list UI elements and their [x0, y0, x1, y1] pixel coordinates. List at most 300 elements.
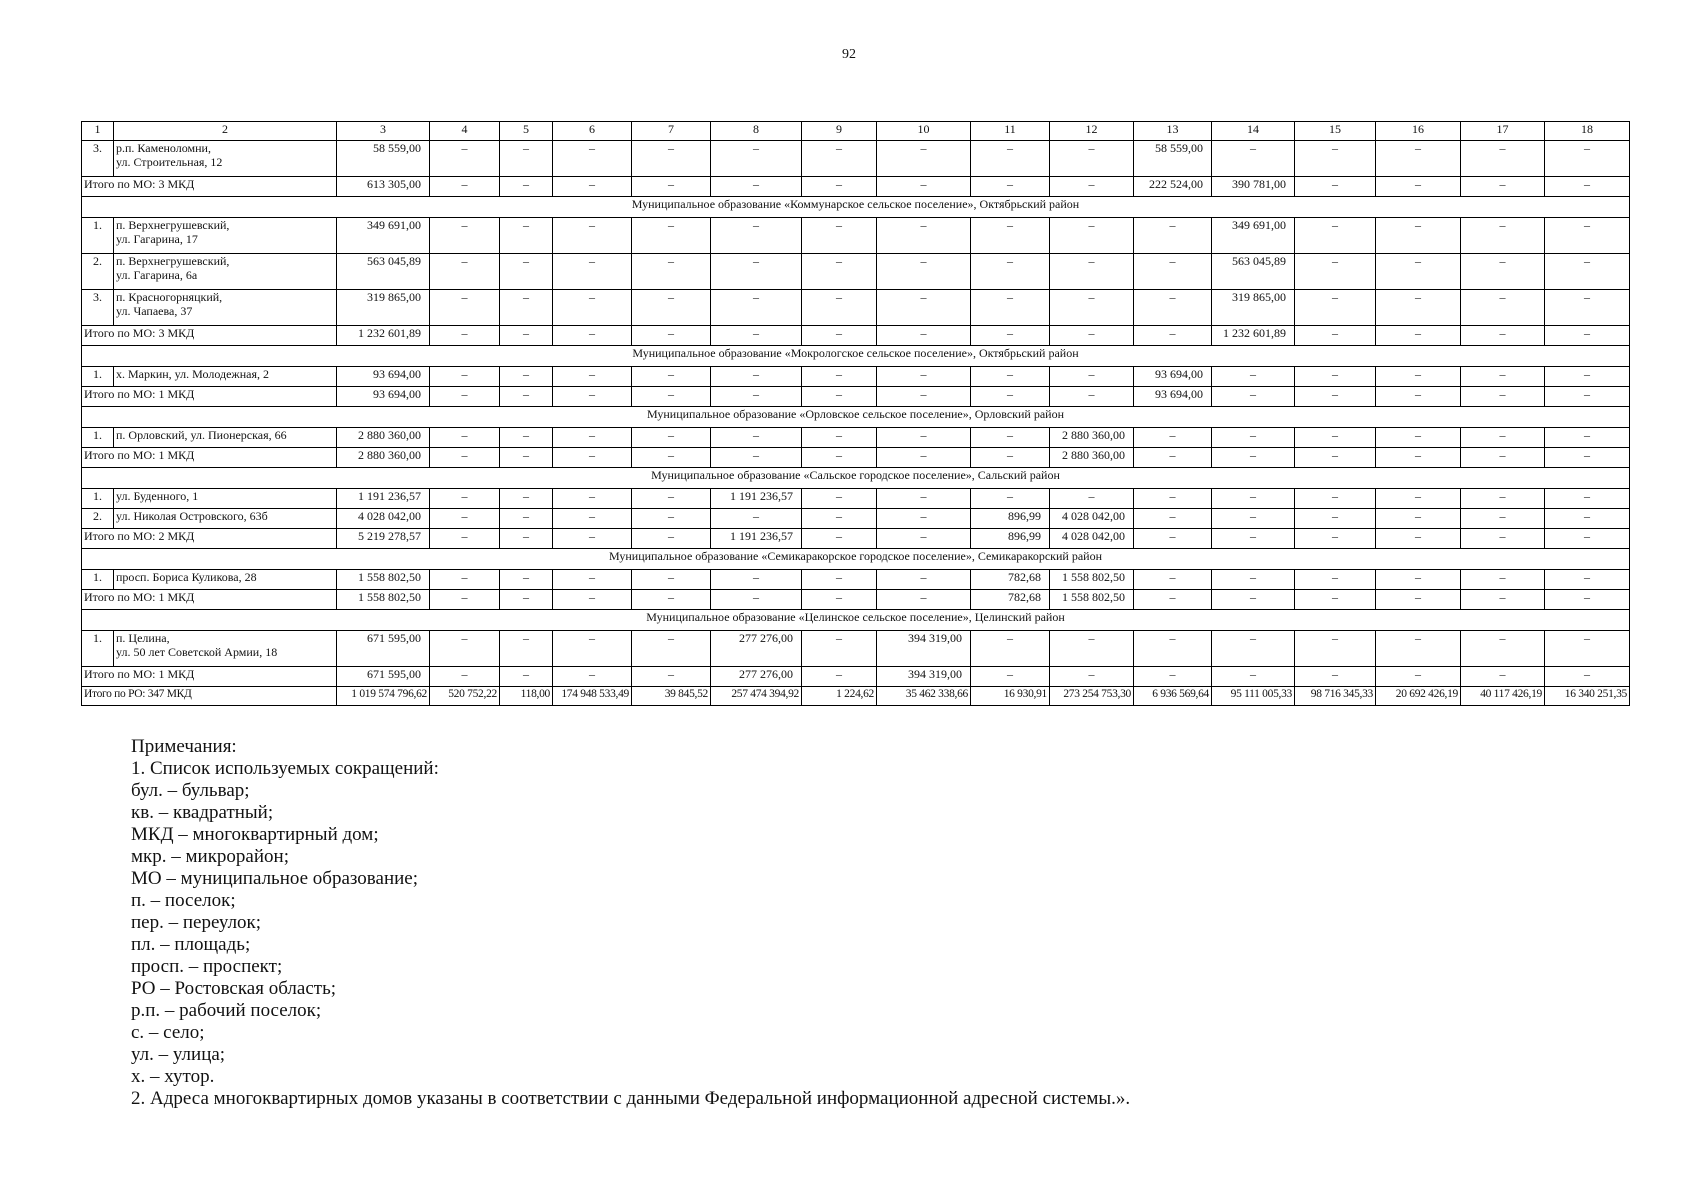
value-cell: – [632, 326, 711, 346]
value-cell: – [1212, 387, 1295, 407]
column-header: 11 [971, 122, 1050, 141]
value-cell: 319 865,00 [337, 290, 430, 326]
value-cell: 563 045,89 [1212, 254, 1295, 290]
value-cell: – [1050, 667, 1134, 687]
value-cell: – [1461, 367, 1545, 387]
total-label: Итого по МО: 3 МКД [82, 326, 337, 346]
value-cell: – [1295, 428, 1376, 448]
value-cell: – [1545, 254, 1630, 290]
value-cell: – [500, 367, 553, 387]
value-cell: – [1376, 529, 1461, 549]
value-cell: – [1050, 141, 1134, 177]
value-cell: 277 276,00 [711, 667, 802, 687]
value-cell: – [1376, 667, 1461, 687]
value-cell: – [1376, 141, 1461, 177]
value-cell: 394 319,00 [877, 667, 971, 687]
column-header: 7 [632, 122, 711, 141]
value-cell: – [711, 254, 802, 290]
value-cell: 390 781,00 [1212, 177, 1295, 197]
table-row [82, 428, 1630, 448]
value-cell: – [1134, 489, 1212, 509]
value-cell: 782,68 [971, 590, 1050, 610]
value-cell: – [1212, 448, 1295, 468]
value-cell: – [802, 590, 877, 610]
value-cell: – [1545, 570, 1630, 590]
value-cell: 1 019 574 796,62 [337, 687, 430, 706]
value-cell: 174 948 533,49 [553, 687, 632, 706]
value-cell: – [1134, 529, 1212, 549]
value-cell: – [802, 326, 877, 346]
value-cell: – [877, 570, 971, 590]
row-number: 1. [82, 631, 114, 667]
note-line: Примечания: [131, 736, 237, 757]
column-header: 18 [1545, 122, 1630, 141]
value-cell: – [1134, 428, 1212, 448]
value-cell: – [553, 631, 632, 667]
total-label: Итого по РО: 347 МКД [82, 687, 337, 706]
value-cell: – [632, 177, 711, 197]
value-cell: – [877, 290, 971, 326]
note-line: пер. – переулок; [131, 912, 262, 933]
subtotal-row [82, 177, 1630, 197]
value-cell: – [632, 290, 711, 326]
value-cell: 93 694,00 [1134, 387, 1212, 407]
value-cell: – [1545, 387, 1630, 407]
value-cell: – [1461, 218, 1545, 254]
value-cell: – [1295, 387, 1376, 407]
value-cell: – [1134, 448, 1212, 468]
value-cell: – [1461, 290, 1545, 326]
value-cell: – [553, 529, 632, 549]
table-body [82, 122, 1630, 706]
value-cell: – [1134, 254, 1212, 290]
value-cell: – [877, 141, 971, 177]
note-line: х. – хутор. [131, 1066, 215, 1087]
value-cell: – [802, 254, 877, 290]
value-cell: – [632, 509, 711, 529]
total-label: Итого по МО: 1 МКД [82, 387, 337, 407]
value-cell: 257 474 394,92 [711, 687, 802, 706]
value-cell: – [632, 570, 711, 590]
value-cell: – [711, 290, 802, 326]
value-cell: – [877, 326, 971, 346]
group-heading: Муниципальное образование «Целинское сельское поселение», Целинский район [82, 610, 1630, 631]
value-cell: 6 936 569,64 [1134, 687, 1212, 706]
value-cell: – [1212, 590, 1295, 610]
value-cell: – [1295, 590, 1376, 610]
value-cell: – [877, 218, 971, 254]
value-cell: – [802, 529, 877, 549]
value-cell: 1 191 236,57 [711, 489, 802, 509]
value-cell: – [553, 177, 632, 197]
note-line: кв. – квадратный; [131, 802, 274, 823]
column-header: 12 [1050, 122, 1134, 141]
value-cell: 349 691,00 [337, 218, 430, 254]
value-cell: – [802, 387, 877, 407]
value-cell: – [1376, 254, 1461, 290]
value-cell: – [1050, 218, 1134, 254]
subtotal-row [82, 667, 1630, 687]
value-cell: – [711, 590, 802, 610]
address-cell: п. Верхнегрушевский, ул. Гагарина, 6а [114, 254, 337, 290]
group-heading: Муниципальное образование «Семикаракорское городское поселение», Семикаракорский район [82, 549, 1630, 570]
value-cell: – [500, 387, 553, 407]
value-cell: – [1212, 428, 1295, 448]
subtotal-row [82, 387, 1630, 407]
address-cell: просп. Бориса Куликова, 28 [114, 570, 337, 590]
value-cell: – [1050, 290, 1134, 326]
value-cell: – [553, 590, 632, 610]
value-cell: – [1545, 141, 1630, 177]
value-cell: – [802, 367, 877, 387]
note-line: мкр. – микрорайон; [131, 846, 289, 867]
value-cell: – [1545, 489, 1630, 509]
value-cell: 58 559,00 [1134, 141, 1212, 177]
value-cell: – [877, 529, 971, 549]
value-cell: – [1295, 177, 1376, 197]
address-cell: х. Маркин, ул. Молодежная, 2 [114, 367, 337, 387]
value-cell: – [1461, 667, 1545, 687]
value-cell: – [553, 141, 632, 177]
value-cell: – [553, 218, 632, 254]
value-cell: 118,00 [500, 687, 553, 706]
value-cell: – [802, 218, 877, 254]
value-cell: – [500, 529, 553, 549]
total-label: Итого по МО: 1 МКД [82, 448, 337, 468]
column-header: 3 [337, 122, 430, 141]
value-cell: – [711, 509, 802, 529]
value-cell: 896,99 [971, 529, 1050, 549]
address-cell: п. Целина, ул. 50 лет Советской Армии, 18 [114, 631, 337, 667]
value-cell: – [553, 570, 632, 590]
value-cell: – [971, 177, 1050, 197]
value-cell: – [971, 367, 1050, 387]
column-header: 13 [1134, 122, 1212, 141]
value-cell: – [430, 177, 500, 197]
group-row [82, 610, 1630, 631]
value-cell: – [632, 590, 711, 610]
column-header: 9 [802, 122, 877, 141]
value-cell: – [632, 254, 711, 290]
value-cell: – [430, 428, 500, 448]
group-heading: Муниципальное образование «Орловское сельское поселение», Орловский район [82, 407, 1630, 428]
note-line: пл. – площадь; [131, 934, 251, 955]
table-row [82, 290, 1630, 326]
value-cell: – [1376, 590, 1461, 610]
address-cell: п. Орловский, ул. Пионерская, 66 [114, 428, 337, 448]
note-line: ул. – улица; [131, 1044, 226, 1065]
value-cell: – [430, 326, 500, 346]
value-cell: – [1461, 570, 1545, 590]
value-cell: – [430, 218, 500, 254]
value-cell: 93 694,00 [337, 367, 430, 387]
value-cell: – [1461, 254, 1545, 290]
value-cell: – [802, 177, 877, 197]
value-cell: – [1050, 326, 1134, 346]
row-number: 1. [82, 367, 114, 387]
value-cell: – [500, 590, 553, 610]
value-cell: – [1461, 141, 1545, 177]
value-cell: – [877, 387, 971, 407]
value-cell: – [877, 448, 971, 468]
row-number: 1. [82, 489, 114, 509]
value-cell: – [1050, 631, 1134, 667]
value-cell: – [1545, 428, 1630, 448]
note-line: просп. – проспект; [131, 956, 283, 977]
column-header: 1 [82, 122, 114, 141]
value-cell: 563 045,89 [337, 254, 430, 290]
value-cell: – [553, 509, 632, 529]
value-cell: 1 558 802,50 [337, 590, 430, 610]
value-cell: – [430, 570, 500, 590]
value-cell: 671 595,00 [337, 631, 430, 667]
value-cell: – [1545, 367, 1630, 387]
value-cell: – [711, 367, 802, 387]
value-cell: – [711, 141, 802, 177]
value-cell: – [802, 570, 877, 590]
value-cell: – [553, 489, 632, 509]
value-cell: – [1212, 631, 1295, 667]
column-header: 2 [114, 122, 337, 141]
total-label: Итого по МО: 1 МКД [82, 667, 337, 687]
value-cell: – [500, 631, 553, 667]
value-cell: – [1376, 218, 1461, 254]
value-cell: – [1376, 326, 1461, 346]
value-cell: – [1461, 448, 1545, 468]
value-cell: 58 559,00 [337, 141, 430, 177]
value-cell: 222 524,00 [1134, 177, 1212, 197]
value-cell: – [802, 509, 877, 529]
table-row [82, 489, 1630, 509]
value-cell: 671 595,00 [337, 667, 430, 687]
value-cell: – [802, 667, 877, 687]
value-cell: – [500, 177, 553, 197]
value-cell: – [1461, 489, 1545, 509]
value-cell: – [971, 489, 1050, 509]
address-cell: п. Верхнегрушевский, ул. Гагарина, 17 [114, 218, 337, 254]
value-cell: – [500, 218, 553, 254]
value-cell: – [1134, 631, 1212, 667]
value-cell: 1 232 601,89 [1212, 326, 1295, 346]
note-line: п. – поселок; [131, 890, 236, 911]
value-cell: – [877, 489, 971, 509]
value-cell: – [1376, 387, 1461, 407]
value-cell: – [500, 509, 553, 529]
value-cell: – [553, 367, 632, 387]
value-cell: – [711, 218, 802, 254]
table-row [82, 254, 1630, 290]
value-cell: 35 462 338,66 [877, 687, 971, 706]
column-header: 4 [430, 122, 500, 141]
value-cell: – [1212, 489, 1295, 509]
value-cell: – [971, 631, 1050, 667]
table-row [82, 218, 1630, 254]
value-cell: – [1461, 387, 1545, 407]
value-cell: – [1376, 367, 1461, 387]
value-cell: – [711, 428, 802, 448]
value-cell: – [1461, 590, 1545, 610]
value-cell: – [1212, 141, 1295, 177]
table-row [82, 141, 1630, 177]
value-cell: – [1545, 590, 1630, 610]
grand-total-row [82, 687, 1630, 706]
note-line: МО – муниципальное образование; [131, 868, 419, 889]
value-cell: 95 111 005,33 [1212, 687, 1295, 706]
value-cell: – [1212, 667, 1295, 687]
value-cell: – [877, 509, 971, 529]
value-cell: – [1376, 177, 1461, 197]
table-row [82, 631, 1630, 667]
value-cell: 20 692 426,19 [1376, 687, 1461, 706]
value-cell: – [877, 367, 971, 387]
value-cell: – [553, 387, 632, 407]
value-cell: 394 319,00 [877, 631, 971, 667]
value-cell: – [1212, 509, 1295, 529]
value-cell: – [971, 387, 1050, 407]
column-header: 6 [553, 122, 632, 141]
value-cell: – [1050, 177, 1134, 197]
value-cell: 349 691,00 [1212, 218, 1295, 254]
value-cell: – [877, 177, 971, 197]
value-cell: 16 930,91 [971, 687, 1050, 706]
value-cell: 782,68 [971, 570, 1050, 590]
value-cell: – [553, 290, 632, 326]
value-cell: 1 558 802,50 [1050, 590, 1134, 610]
value-cell: – [1295, 631, 1376, 667]
row-number: 1. [82, 218, 114, 254]
value-cell: – [430, 489, 500, 509]
value-cell: 4 028 042,00 [337, 509, 430, 529]
group-row [82, 549, 1630, 570]
value-cell: 4 028 042,00 [1050, 509, 1134, 529]
value-cell: – [971, 448, 1050, 468]
page-number: 92 [842, 47, 856, 62]
total-label: Итого по МО: 3 МКД [82, 177, 337, 197]
value-cell: 1 558 802,50 [337, 570, 430, 590]
value-cell: – [802, 428, 877, 448]
group-row [82, 407, 1630, 428]
value-cell: – [1134, 509, 1212, 529]
value-cell: – [1295, 448, 1376, 468]
address-cell: ул. Николая Островского, 63б [114, 509, 337, 529]
value-cell: – [500, 667, 553, 687]
note-line: р.п. – рабочий поселок; [131, 1000, 322, 1021]
value-cell: 39 845,52 [632, 687, 711, 706]
value-cell: – [1295, 489, 1376, 509]
value-cell: – [1295, 254, 1376, 290]
value-cell: – [1376, 489, 1461, 509]
value-cell: – [1376, 509, 1461, 529]
column-header: 5 [500, 122, 553, 141]
value-cell: – [711, 448, 802, 468]
value-cell: – [1050, 387, 1134, 407]
total-label: Итого по МО: 2 МКД [82, 529, 337, 549]
value-cell: 1 224,62 [802, 687, 877, 706]
value-cell: – [971, 141, 1050, 177]
value-cell: – [500, 448, 553, 468]
value-cell: 613 305,00 [337, 177, 430, 197]
value-cell: – [1295, 218, 1376, 254]
value-cell: – [1295, 667, 1376, 687]
value-cell: – [500, 489, 553, 509]
value-cell: – [632, 529, 711, 549]
value-cell: 40 117 426,19 [1461, 687, 1545, 706]
value-cell: – [1376, 428, 1461, 448]
value-cell: – [1376, 631, 1461, 667]
value-cell: – [553, 326, 632, 346]
value-cell: – [1461, 529, 1545, 549]
value-cell: – [1212, 367, 1295, 387]
value-cell: – [430, 448, 500, 468]
address-cell: ул. Буденного, 1 [114, 489, 337, 509]
value-cell: 4 028 042,00 [1050, 529, 1134, 549]
value-cell: – [632, 428, 711, 448]
group-heading: Муниципальное образование «Коммунарское сельское поселение», Октябрьский район [82, 197, 1630, 218]
value-cell: – [500, 290, 553, 326]
value-cell: – [632, 367, 711, 387]
value-cell: – [1134, 667, 1212, 687]
column-header: 14 [1212, 122, 1295, 141]
value-cell: – [1295, 326, 1376, 346]
value-cell: – [632, 141, 711, 177]
value-cell: – [632, 218, 711, 254]
value-cell: – [802, 290, 877, 326]
value-cell: – [1461, 326, 1545, 346]
value-cell: 2 880 360,00 [337, 428, 430, 448]
value-cell: – [1134, 326, 1212, 346]
column-header: 8 [711, 122, 802, 141]
address-cell: п. Красногорняцкий, ул. Чапаева, 37 [114, 290, 337, 326]
value-cell: – [1050, 254, 1134, 290]
value-cell: – [1545, 509, 1630, 529]
note-line: с. – село; [131, 1022, 205, 1043]
value-cell: – [1295, 367, 1376, 387]
notes-block [131, 736, 1130, 1110]
total-label: Итого по МО: 1 МКД [82, 590, 337, 610]
value-cell: – [500, 141, 553, 177]
value-cell: – [711, 177, 802, 197]
value-cell: – [1212, 529, 1295, 549]
value-cell: – [430, 509, 500, 529]
header-row [82, 122, 1630, 141]
subtotal-row [82, 590, 1630, 610]
value-cell: – [1461, 631, 1545, 667]
table-row [82, 509, 1630, 529]
group-heading: Муниципальное образование «Сальское городское поселение», Сальский район [82, 468, 1630, 489]
value-cell: 2 880 360,00 [1050, 448, 1134, 468]
value-cell: 93 694,00 [1134, 367, 1212, 387]
value-cell: – [1545, 529, 1630, 549]
value-cell: 2 880 360,00 [337, 448, 430, 468]
value-cell: – [1545, 177, 1630, 197]
value-cell: – [500, 570, 553, 590]
value-cell: – [711, 326, 802, 346]
value-cell: 277 276,00 [711, 631, 802, 667]
group-row [82, 197, 1630, 218]
value-cell: – [1376, 448, 1461, 468]
value-cell: – [971, 326, 1050, 346]
value-cell: – [1545, 218, 1630, 254]
value-cell: – [553, 428, 632, 448]
value-cell: – [971, 667, 1050, 687]
subtotal-row [82, 448, 1630, 468]
value-cell: – [1134, 218, 1212, 254]
value-cell: – [430, 254, 500, 290]
value-cell: – [802, 448, 877, 468]
group-row [82, 346, 1630, 367]
value-cell: – [1545, 326, 1630, 346]
note-line: РО – Ростовская область; [131, 978, 337, 999]
